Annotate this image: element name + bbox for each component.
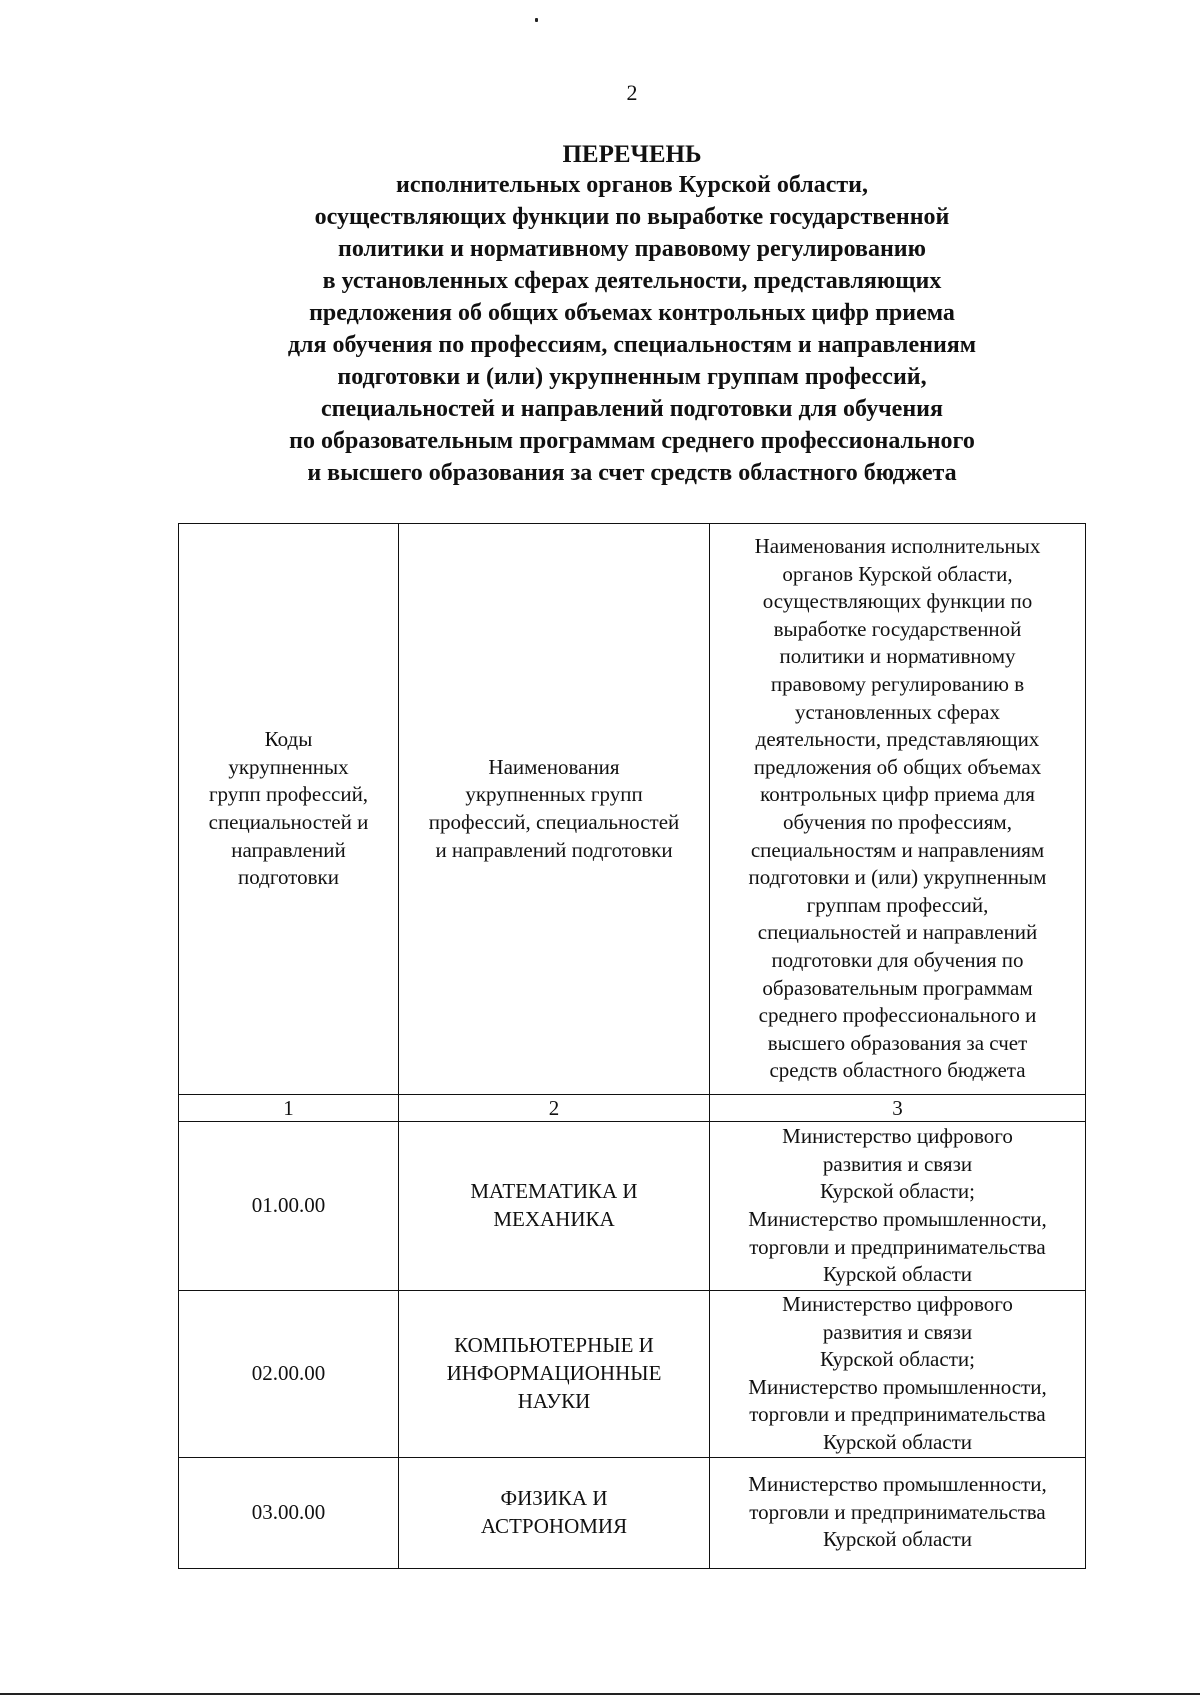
text-line: МАТЕМАТИКА И [470,1179,638,1204]
text-line: развития и связи [822,1319,973,1344]
row-organs [710,1291,1086,1458]
text-line: Наименования [488,754,620,779]
text-line: высшего образования за счет [767,1030,1028,1055]
column-number: 1 [179,1095,399,1122]
column-number: 3 [710,1095,1086,1122]
subtitle-line: специальностей и направлений подготовки для обучения [321,396,943,422]
text-line: подготовки для обучения по [771,947,1024,972]
row-organs [710,1457,1086,1568]
text-line: торговли и предпринимательства [749,1234,1046,1259]
text-line: торговли и предпринимательства [749,1499,1046,1524]
text-line: групп профессий, [208,782,369,807]
text-line: политики и нормативному [779,644,1016,669]
column-number-row [179,1095,1086,1122]
subtitle-line: политики и нормативному правовому регулированию [338,236,926,262]
text-line: образовательным программам [762,975,1033,1000]
text-line: специальностям и направлениям [750,837,1045,862]
text-line: осуществляющих функции по [762,589,1033,614]
text-line: развития и связи [822,1151,973,1176]
text-line: подготовки [238,865,339,890]
text-line: обучения по профессиям, [783,810,1012,834]
perechen-table [178,523,1086,1569]
text-line: ИНФОРМАЦИОННЫЕ [446,1360,662,1385]
text-line: Курской области [822,1429,973,1454]
text-line: Курской области; [820,1347,975,1372]
table-body [179,524,1086,1569]
scan-bottom-edge [0,1693,1200,1695]
row-group-name [399,1291,710,1458]
text-line: Наименования исполнительных [754,534,1041,559]
text-line: Министерство промышленности, [748,1374,1047,1399]
text-line: и направлений подготовки [435,837,673,862]
text-line: группам профессий, [806,892,989,917]
text-line: Курской области [822,1262,973,1287]
text-line: Курской области [822,1527,973,1552]
subtitle-line: исполнительных органов Курской области, [396,172,868,198]
text-line: Курской области; [820,1179,975,1204]
subtitle-line: по образовательным программам среднего профессионального [289,428,975,454]
text-line: Министерство промышленности, [748,1207,1047,1231]
row-group-name [399,1122,710,1291]
text-line: Министерство цифрового [782,1292,1013,1316]
text-line: профессий, специальностей [428,810,680,834]
column-number: 2 [399,1095,710,1122]
subtitle-line: осуществляющих функции по выработке государственной [314,204,950,230]
text-line: деятельности, представляющих [755,727,1040,752]
table-row [179,1122,1086,1291]
text-line: КОМПЬЮТЕРНЫЕ И [454,1333,654,1358]
text-line: торговли и предпринимательства [749,1402,1046,1427]
text-line: Коды [264,727,313,752]
text-line: ФИЗИКА И [500,1485,608,1510]
row-group-name [399,1457,710,1568]
text-line: Министерство промышленности, [748,1472,1047,1497]
header-group-names [399,524,710,1095]
subtitle-line: для обучения по профессиям, специальностям и направлениям [287,332,977,358]
text-line: органов Курской области, [782,561,1013,586]
text-line: среднего профессионального и [758,1003,1037,1028]
text-line: укрупненных групп [465,782,643,807]
text-line: предложения об общих объемах [753,754,1042,779]
header-codes [179,524,399,1095]
text-line: направлений [231,837,346,862]
header-organs [710,524,1086,1095]
text-line: правовому регулированию в [770,672,1025,697]
document-title-block [0,137,1200,489]
text-line: специальностей и [208,810,369,834]
text-line: специальностей и направлений [757,920,1038,945]
text-line: средств областного бюджета [769,1058,1026,1083]
text-line: укрупненных [228,754,349,779]
subtitle-line: предложения об общих объемах контрольных цифр приема [309,300,955,326]
table-row [179,1291,1086,1458]
subtitle-line: и высшего образования за счет средств областного бюджета [307,460,957,486]
text-line: установленных сферах [795,699,1000,724]
subtitle-line: подготовки и (или) укрупненным группам профессий, [337,364,927,390]
text-line: АСТРОНОМИЯ [480,1513,628,1538]
row-code: 02.00.00 [179,1291,399,1458]
text-line: выработке государственной [773,616,1022,641]
table-row [179,1457,1086,1568]
document-title: ПЕРЕЧЕНЬ [562,141,702,168]
text-line: Министерство цифрового [782,1124,1013,1149]
table-header-row [179,524,1086,1095]
subtitle-line: в установленных сферах деятельности, представляющих [322,268,942,294]
row-code: 01.00.00 [179,1122,399,1291]
row-code: 03.00.00 [179,1457,399,1568]
scan-artifact-dot [535,18,538,22]
row-organs [710,1122,1086,1291]
text-line: контрольных цифр приема для [760,782,1035,807]
text-line: подготовки и (или) укрупненным [748,865,1047,890]
text-line: НАУКИ [517,1388,591,1413]
text-line: МЕХАНИКА [493,1207,615,1231]
page-number: 2 [626,80,638,105]
